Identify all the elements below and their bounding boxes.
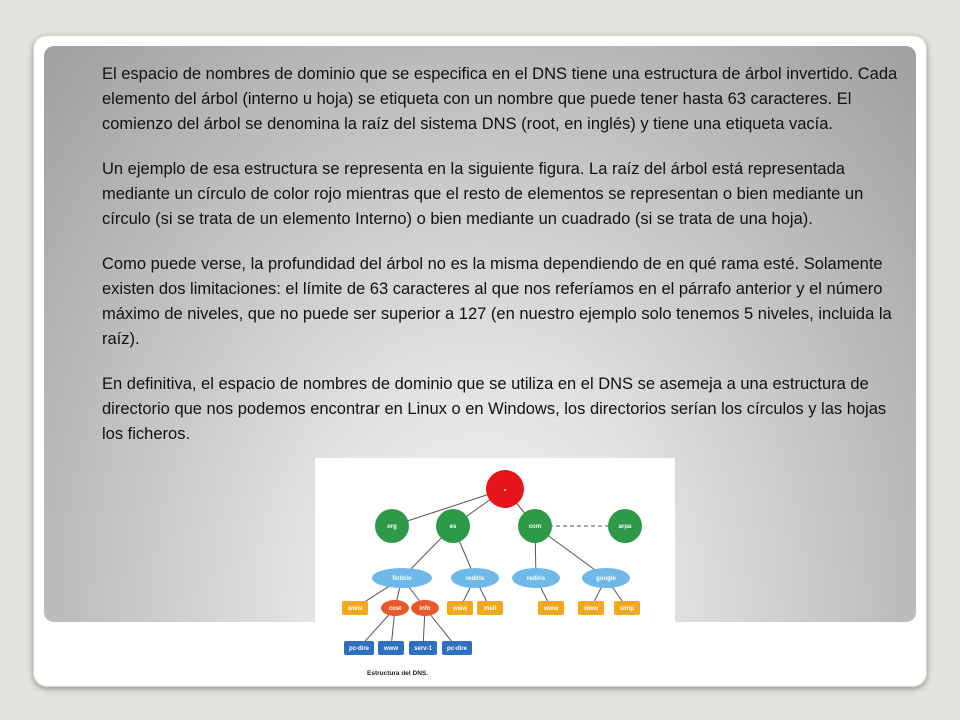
node-rediris-com [512, 568, 560, 588]
tld-node-org [375, 509, 409, 543]
tld-label-com: com [528, 524, 542, 530]
root-label: • [503, 488, 507, 494]
leaf-label: www [347, 606, 363, 612]
leaf-label: smtp [619, 606, 635, 612]
dns-tree-diagram [315, 458, 675, 682]
dns-tree-figure [315, 458, 675, 682]
paragraph-2: Un ejemplo de esa estructura se representa en la siguiente figura. La raíz del árbol está representada mediante un círculo de color rojo mientras que el resto de elementos se representan o bien mediante un círculo (si se trata de un elemento Interno) o bien mediante un cuadrado (si se trata de una hoja). [102, 160, 864, 228]
paragraph-4: En definitiva, el espacio de nombres de dominio que se utiliza en el DNS se asemeja a una estructura de directorio que nos podemos encontrar en Linux o en Windows, los directorios serían los círculos y las hojas los ficheros. [102, 375, 887, 443]
leaf-label: pc-dire [446, 646, 468, 652]
paragraph-3: Como puede verse, la profundidad del árbol no es la misma dependiendo de en qué rama esté. Solamente existen dos limitaciones: el límite de 63 caracteres al que nos referíamos en el párrafo anterior y el número máximo de niveles, que no puede ser superior a 127 (en nuestro ejemplo solo tenemos 5 niveles, incluida la raíz). [102, 255, 892, 348]
leaf-mail [477, 601, 503, 615]
leaf-label: www [452, 606, 468, 612]
second-level-nodes [372, 568, 630, 588]
root-node [486, 470, 524, 508]
tld-node-arpa [608, 509, 642, 543]
leaf-www-4 [578, 601, 604, 615]
leaf-label: serv-1 [414, 646, 432, 652]
third-level-nodes [342, 600, 640, 616]
label-google: google [596, 576, 616, 582]
leaf-pc-dire-2 [442, 641, 472, 655]
tld-label-arpa: arpa [618, 524, 632, 530]
fourth-level-nodes [344, 641, 472, 655]
slide-text [102, 62, 910, 467]
node-rediris-es [451, 568, 499, 588]
node-ficticio [372, 568, 432, 588]
tld-node-es [436, 509, 470, 543]
leaf-label: www [543, 606, 559, 612]
leaf-label: www [383, 646, 399, 652]
leaf-label: mail [483, 606, 497, 612]
node-info [411, 600, 439, 616]
label-ficticio: ficticio [392, 576, 412, 582]
leaf-www-1 [342, 601, 368, 615]
tld-label-es: es [449, 524, 457, 530]
leaf-label: pc-dire [348, 646, 370, 652]
leaf-smtp [614, 601, 640, 615]
leaf-www-5 [378, 641, 404, 655]
leaf-pc-dire-1 [344, 641, 374, 655]
tld-label-org: org [387, 524, 397, 530]
paragraph-1: El espacio de nombres de dominio que se especifica en el DNS tiene una estructura de árbol invertido. Cada elemento del árbol (interno u hoja) se etiqueta con un nombre que puede tener hasta 63 caracteres. El comienzo del árbol se denomina la raíz del sistema DNS (root, en inglés) y tiene una etiqueta vacía. [102, 65, 898, 133]
figure-caption: Estructura del DNS. [367, 670, 429, 677]
node-label: info [419, 606, 431, 612]
leaf-www-2 [447, 601, 473, 615]
leaf-www-3 [538, 601, 564, 615]
node-label: cost [388, 606, 402, 612]
node-google [582, 568, 630, 588]
label-rediris-es: rediris [465, 576, 485, 582]
leaf-serv-1 [409, 641, 437, 655]
label-rediris-com: rediris [526, 576, 546, 582]
tld-node-com [518, 509, 552, 543]
leaf-label: www [583, 606, 599, 612]
node-cost [381, 600, 409, 616]
